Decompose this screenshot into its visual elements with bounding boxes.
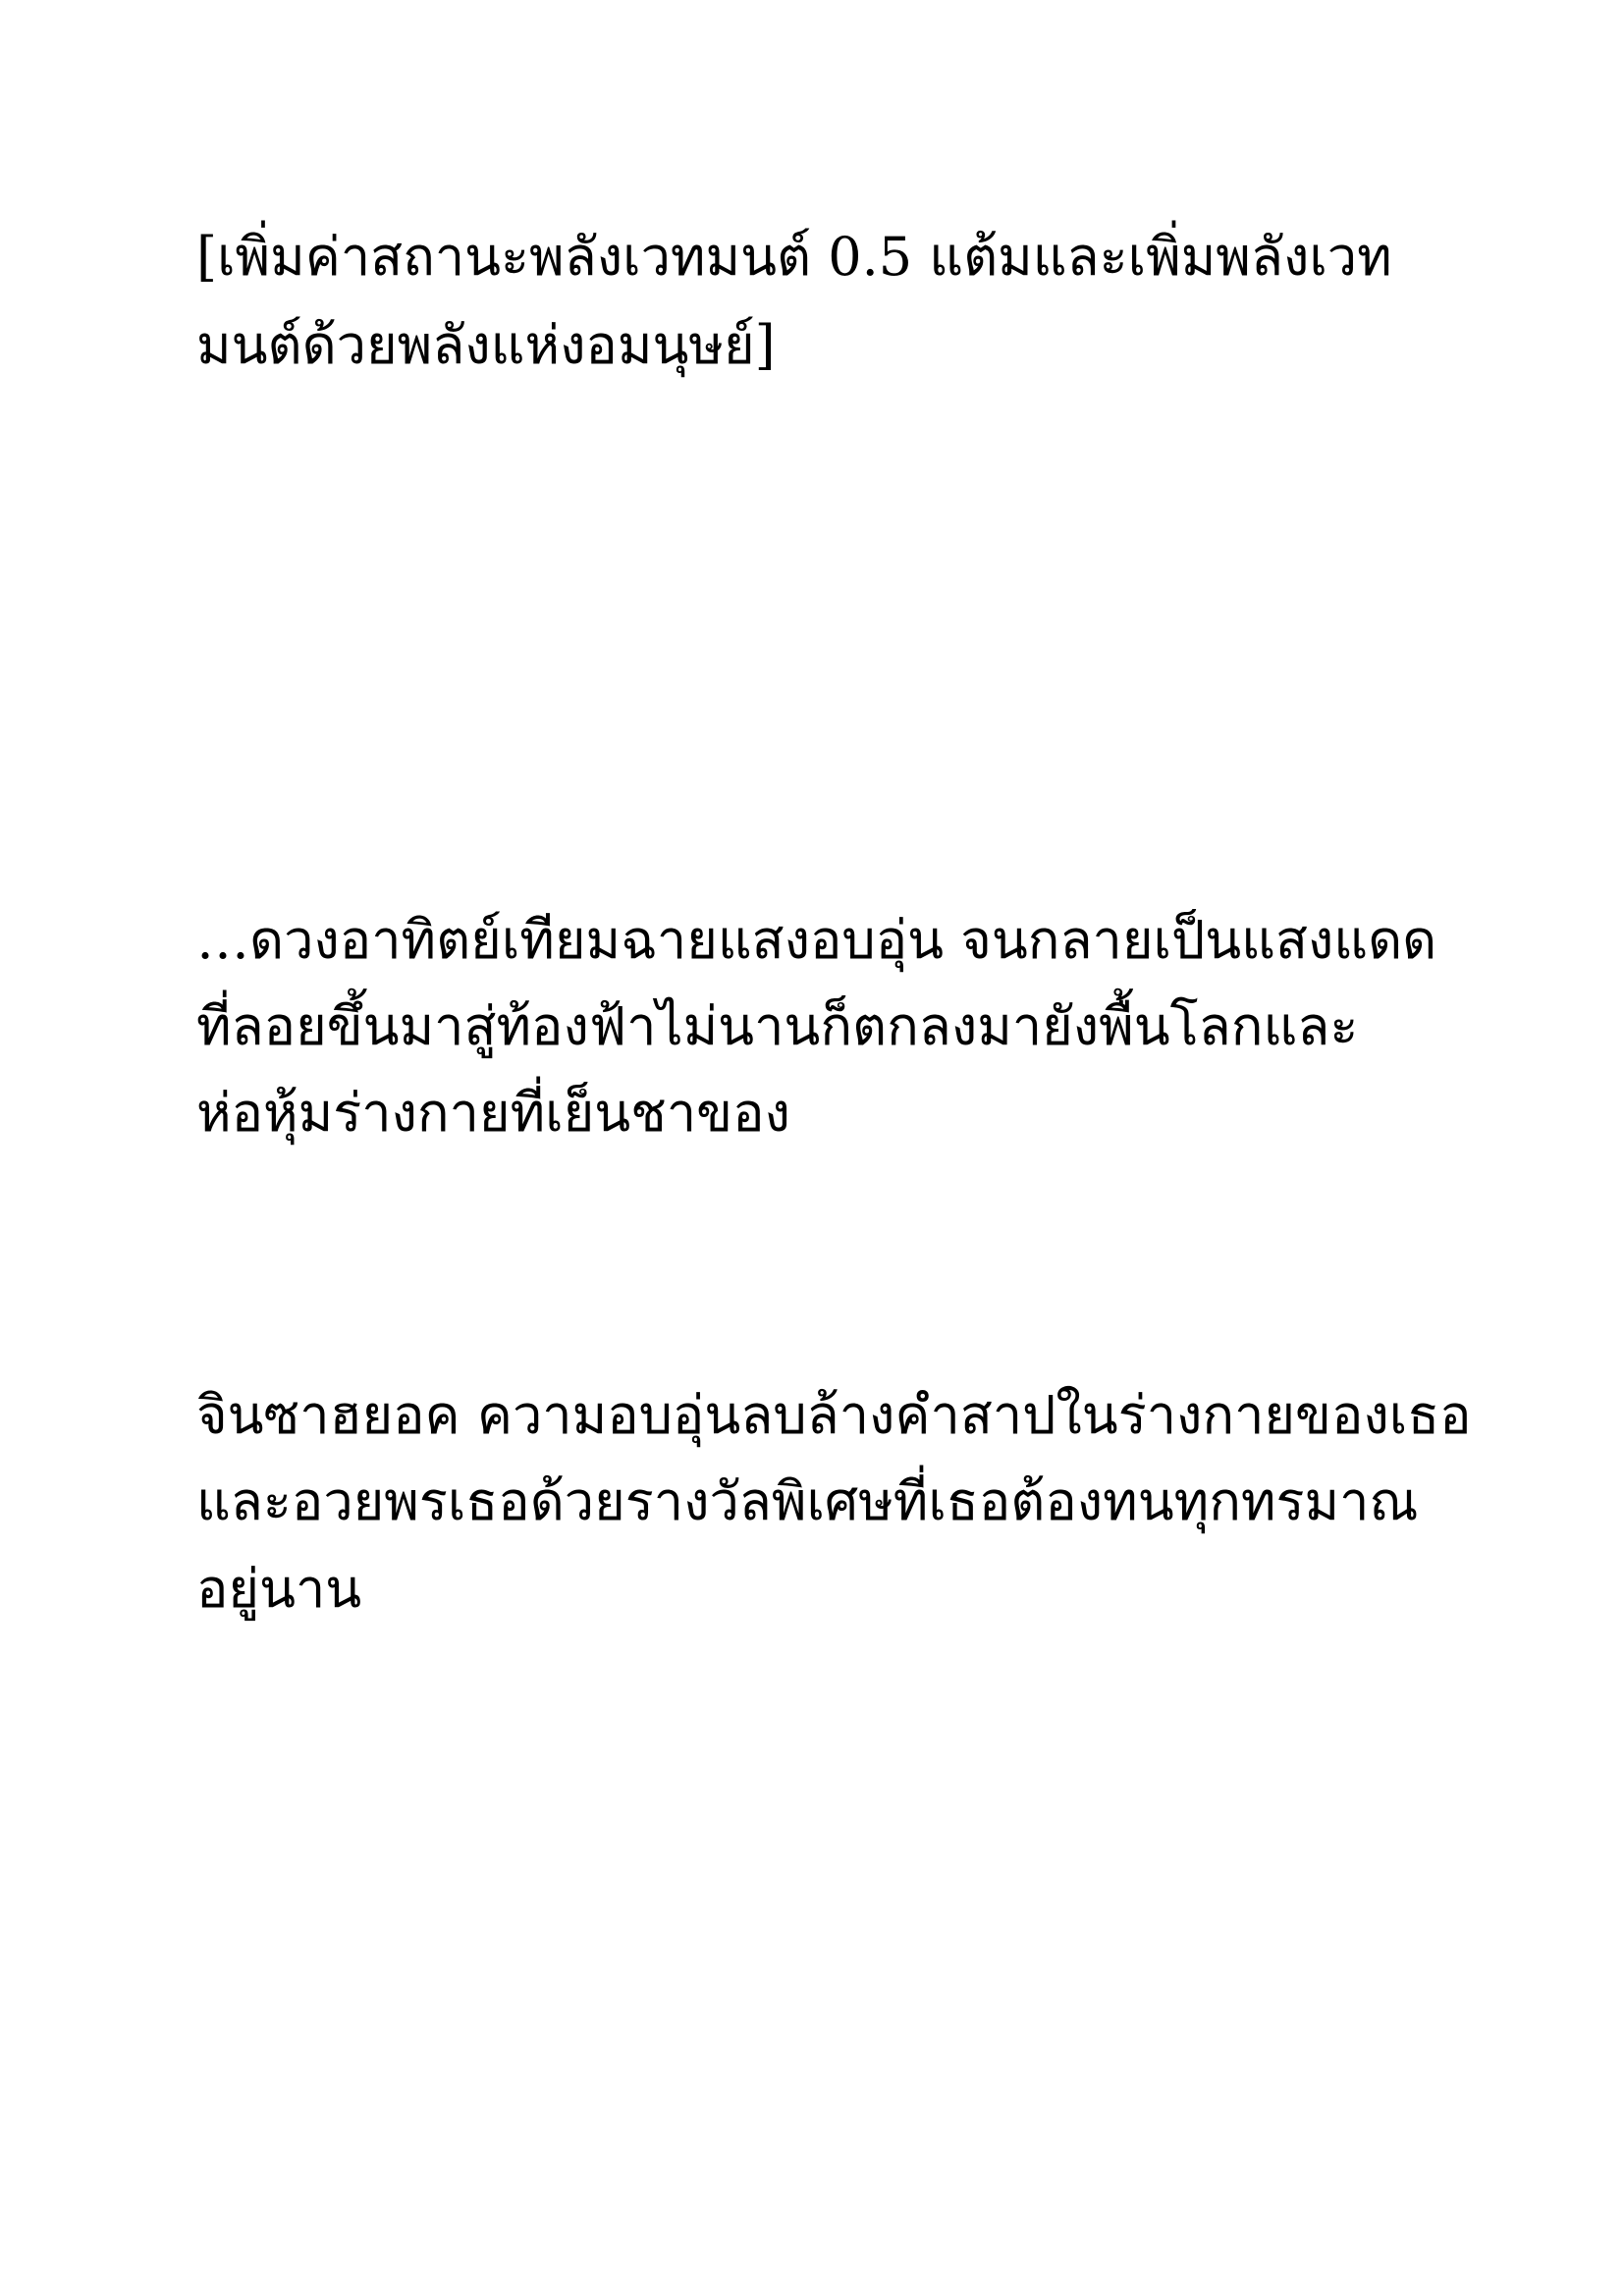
text-line: [เพิ่มค่าสถานะพลังเวทมนต์ 0.5 แต้มและเพิ่มพลังเวท [196, 226, 1392, 288]
text-line: …ดวงอาทิตย์เทียมฉายแสงอบอุ่น จนกลายเป็นแสงแดด [196, 909, 1437, 971]
text-line: จินซาฮยอค ความอบอุ่นลบล้างคำสาปในร่างกายของเธอ [196, 1384, 1472, 1446]
text-line: ที่ลอยขึ้นมาสู่ท้องฟ้าไม่นานก็ตกลงมายังพื้นโลกและ [196, 995, 1359, 1057]
text-line: มนต์ด้วยพลังแห่งอมนุษย์] [196, 314, 776, 376]
text-line: ห่อหุ้มร่างกายที่เย็นชาของ [196, 1082, 790, 1144]
text-line: อยู่นาน [196, 1558, 362, 1620]
text-line: และอวยพรเธอด้วยรางวัลพิเศษที่เธอต้องทนทุกทรมาณ [196, 1470, 1419, 1532]
